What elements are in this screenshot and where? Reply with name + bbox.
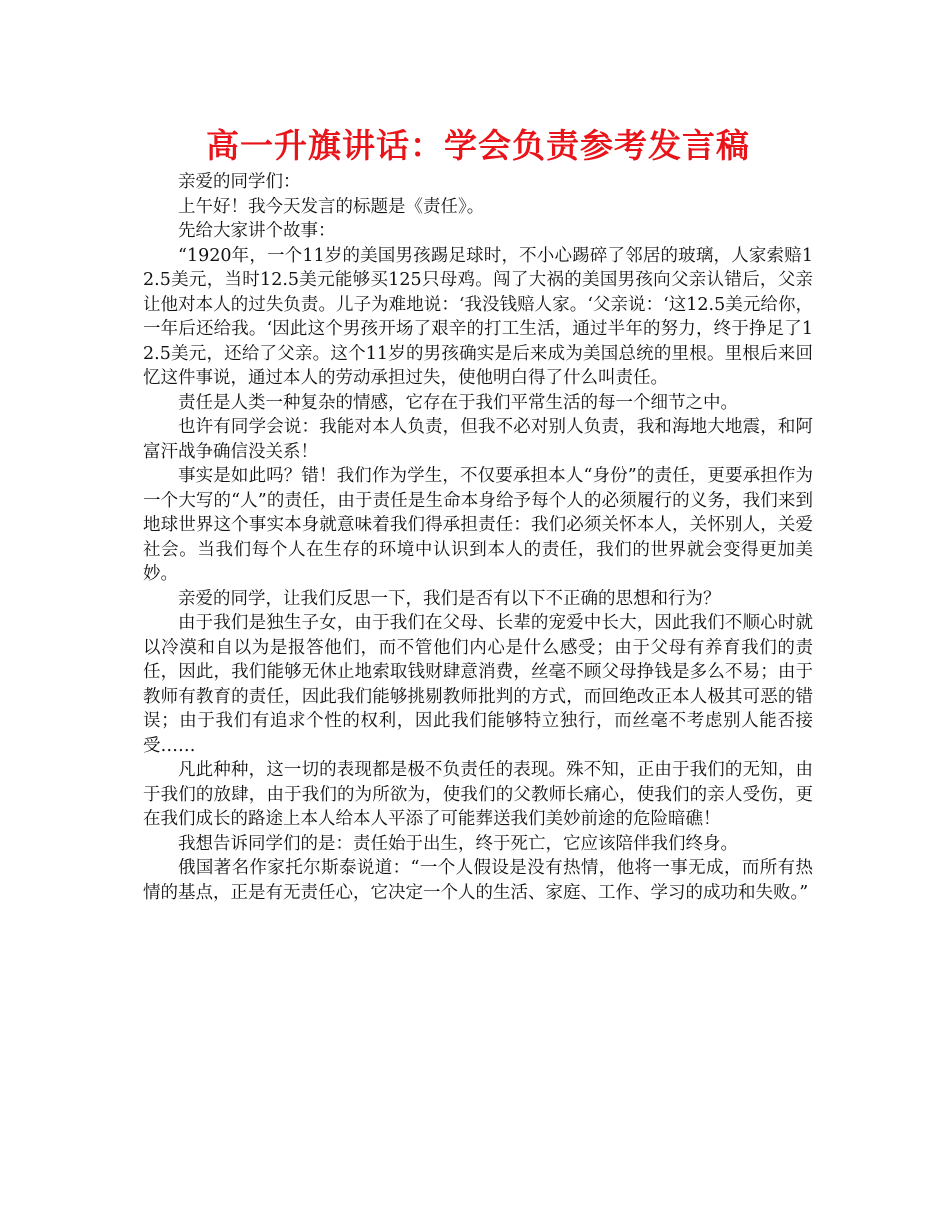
paragraph-story-lead: 先给大家讲个故事： [178, 221, 336, 241]
paragraph-reflection: 亲爱的同学，让我们反思一下，我们是否有以下不正确的思想和行为？ [178, 588, 721, 609]
paragraph-responsibility: 责任是人类一种复杂的情感，它存在于我们平常生活的每一个细节之中。 [178, 392, 738, 413]
paragraph-objection: 也许有同学会说：我能对本人负责，但我不必对别人负责，我和海地大地震，和阿富汗战争确信没关系！ [143, 417, 813, 462]
document-title: 高一升旗讲话：学会负责参考发言稿 [206, 126, 750, 165]
paragraph-story: “1920年，一个11岁的美国男孩踢足球时，不小心踢碎了邻居的玻璃，人家索赔12.5美元，当时12.5美元能够买125只母鸡。闯了大祸的美国男孩向父亲认错后，父亲让他对本人的过失负责。儿子为难地说：‘我没钱赔人家。‘父亲说：‘这12.5美元给你，一年后还给我。‘因此这个男孩开场了艰辛的打工生活，通过半年的努力，终于挣足了12.5美元，还给了父亲。这个11岁的男孩确实是后来成为美国总统的里根。里根后来回忆这件事说，通过本人的劳动承担过失，使他明白得了什么叫责任。 [143, 245, 813, 388]
paragraph-consequences: 凡此种种，这一切的表现都是极不负责任的表现。殊不知，正由于我们的无知，由于我们的放肆，由于我们的为所欲为，使我们的父教师长痛心，使我们的亲人受伤，更在我们成长的路途上本人给本人平添了可能葬送我们美妙前途的危险暗礁！ [143, 760, 813, 829]
paragraph-lifelong: 我想告诉同学们的是：责任始于出生，终于死亡，它应该陪伴我们终身。 [178, 833, 738, 854]
paragraph-greeting: 亲爱的同学们： [178, 172, 301, 192]
document-body [143, 170, 813, 905]
paragraph-rebuttal: 事实是如此吗？错！我们作为学生，不仅要承担本人“身份”的责任，更要承担作为一个大写的“人”的责任，由于责任是生命本身给予每个人的必须履行的义务，我们来到地球世界这个事实本身就意味着我们得承担责任：我们必须关怀本人，关怀别人，关爱社会。当我们每个人在生存的环境中认识到本人的责任，我们的世界就会变得更加美妙。 [143, 466, 813, 584]
paragraph-examples: 由于我们是独生子女，由于我们在父母、长辈的宠爱中长大，因此我们不顺心时就以冷漠和自以为是报答他们，而不管他们内心是什么感受；由于父母有养育我们的责任，因此，我们能够无休止地索取钱财肆意消费，丝毫不顾父母挣钱是多么不易；由于教师有教育的责任，因此我们能够挑剔教师批判的方式，而回绝改正本人极其可恶的错误；由于我们有追求个性的权利，因此我们能够特立独行，而丝毫不考虑别人能否接受…… [143, 613, 813, 756]
paragraph-tolstoy-quote: 俄国著名作家托尔斯泰说道：“一个人假设是没有热情，他将一事无成，而所有热情的基点，正是有无责任心，它决定一个人的生活、家庭、工作、学习的成功和失败。” [143, 858, 813, 903]
document-page [143, 118, 813, 905]
paragraph-intro: 上午好！我今天发言的标题是《责任》。 [178, 196, 485, 217]
